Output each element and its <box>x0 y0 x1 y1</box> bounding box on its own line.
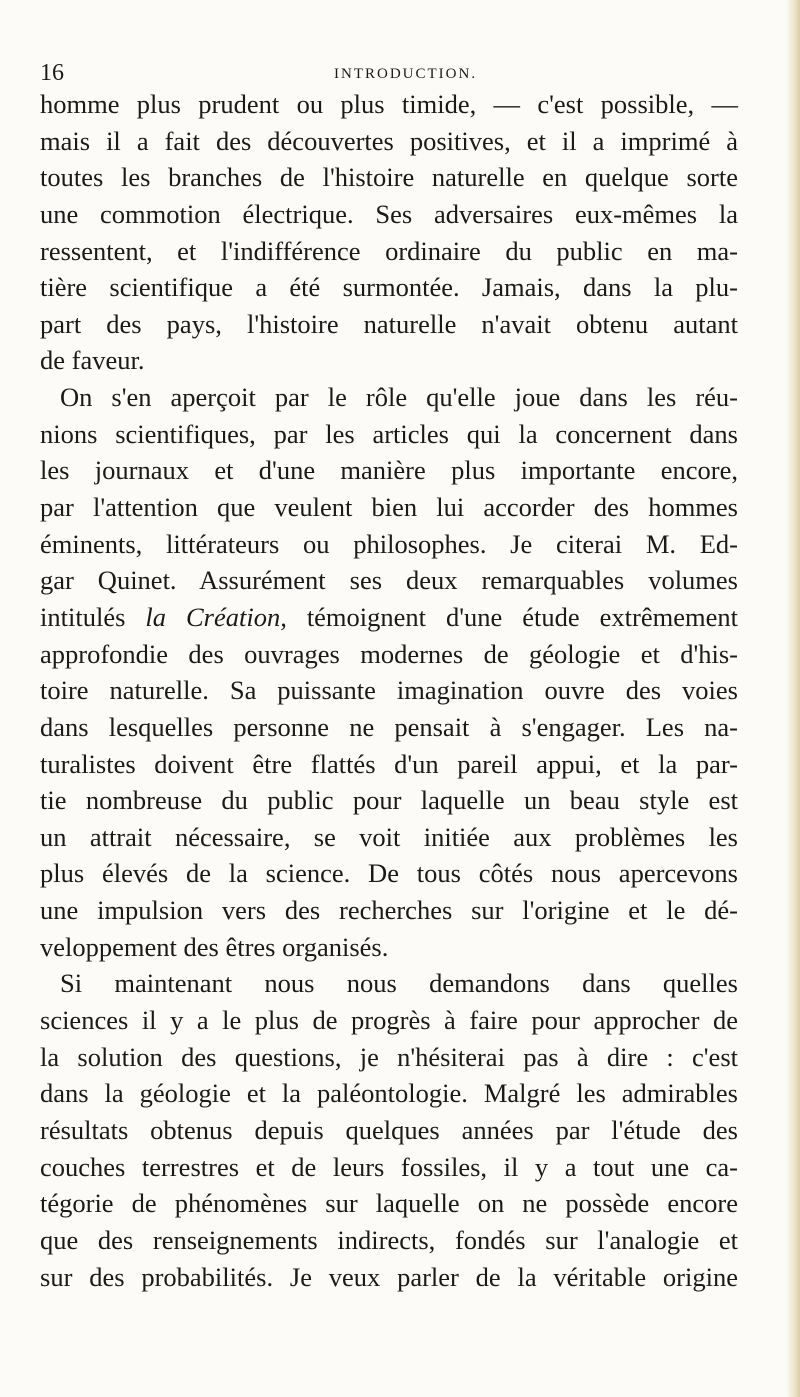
text-line: tégorie de phénomènes sur laquelle on ne possède encore <box>40 1188 738 1219</box>
text-line: plus élevés de la science. De tous côtés nous apercevons <box>40 858 738 889</box>
text-line: par l'attention que veulent bien lui accorder des hommes <box>40 492 738 523</box>
text-line: éminents, littérateurs ou philosophes. Je citerai M. Ed- <box>40 528 738 559</box>
text-line: un attrait nécessaire, se voit initiée aux problèmes les <box>40 821 738 852</box>
text-line: ressentent, et l'indifférence ordinaire du public en ma- <box>40 235 738 266</box>
text-line: Si maintenant nous nous demandons dans quelles <box>60 968 738 999</box>
text-line: sciences il y a le plus de progrès à faire pour approcher de <box>40 1005 738 1036</box>
text-line: toutes les branches de l'histoire naturelle en quelque sorte <box>40 162 738 193</box>
text-line: les journaux et d'une manière plus importante encore, <box>40 455 738 486</box>
text-line: On s'en aperçoit par le rôle qu'elle joue dans les réu- <box>60 382 738 413</box>
text-line: nions scientifiques, par les articles qui la concernent dans <box>40 418 738 449</box>
page-number: 16 <box>40 60 64 86</box>
text-line: tie nombreuse du public pour laquelle un beau style est <box>40 785 738 816</box>
text-line: homme plus prudent ou plus timide, — c'est possible, — <box>40 89 738 119</box>
text-line: résultats obtenus depuis quelques années par l'étude des <box>40 1114 738 1145</box>
text-segment: intitulés <box>40 601 126 632</box>
running-head: INTRODUCTION. <box>334 66 478 82</box>
book-title: la Création, <box>145 601 287 632</box>
text-line: turalistes doivent être flattés d'un pareil appui, et la par- <box>40 748 738 779</box>
text-line: gar Quinet. Assurément ses deux remarquables volumes <box>40 565 738 596</box>
text-line: veloppement des êtres organisés. <box>40 931 389 962</box>
text-line: que des renseignements indirects, fondés sur l'analogie et <box>40 1224 738 1255</box>
page-edge-shadow <box>786 0 800 1397</box>
text-line: dans lesquelles personne ne pensait à s'engager. Les na- <box>40 711 738 742</box>
text-line: mais il a fait des découvertes positives, et il a imprimé à <box>40 125 738 156</box>
text-line: toire naturelle. Sa puissante imagination ouvre des voies <box>40 675 738 706</box>
text-line: part des pays, l'histoire naturelle n'avait obtenu autant <box>40 308 738 339</box>
text-line: couches terrestres et de leurs fossiles, il y a tout une ca- <box>40 1151 738 1182</box>
body-text <box>40 86 738 1295</box>
text-line: dans la géologie et la paléontologie. Malgré les admirables <box>40 1078 738 1109</box>
text-segment: témoignent d'une étude extrêmement <box>306 601 738 632</box>
text-line: une commotion électrique. Ses adversaires eux-mêmes la <box>40 198 738 229</box>
text-line: tière scientifique a été surmontée. Jamais, dans la plu- <box>40 272 738 303</box>
text-line-with-title <box>40 599 738 636</box>
text-line: approfondie des ouvrages modernes de géologie et d'his- <box>40 638 738 669</box>
text-line: une impulsion vers des recherches sur l'origine et le dé- <box>40 895 738 926</box>
text-line: de faveur. <box>40 345 145 376</box>
text-line: sur des probabilités. Je veux parler de la véritable origine <box>40 1261 738 1292</box>
text-line: la solution des questions, je n'hésiterai pas à dire : c'est <box>40 1041 738 1072</box>
